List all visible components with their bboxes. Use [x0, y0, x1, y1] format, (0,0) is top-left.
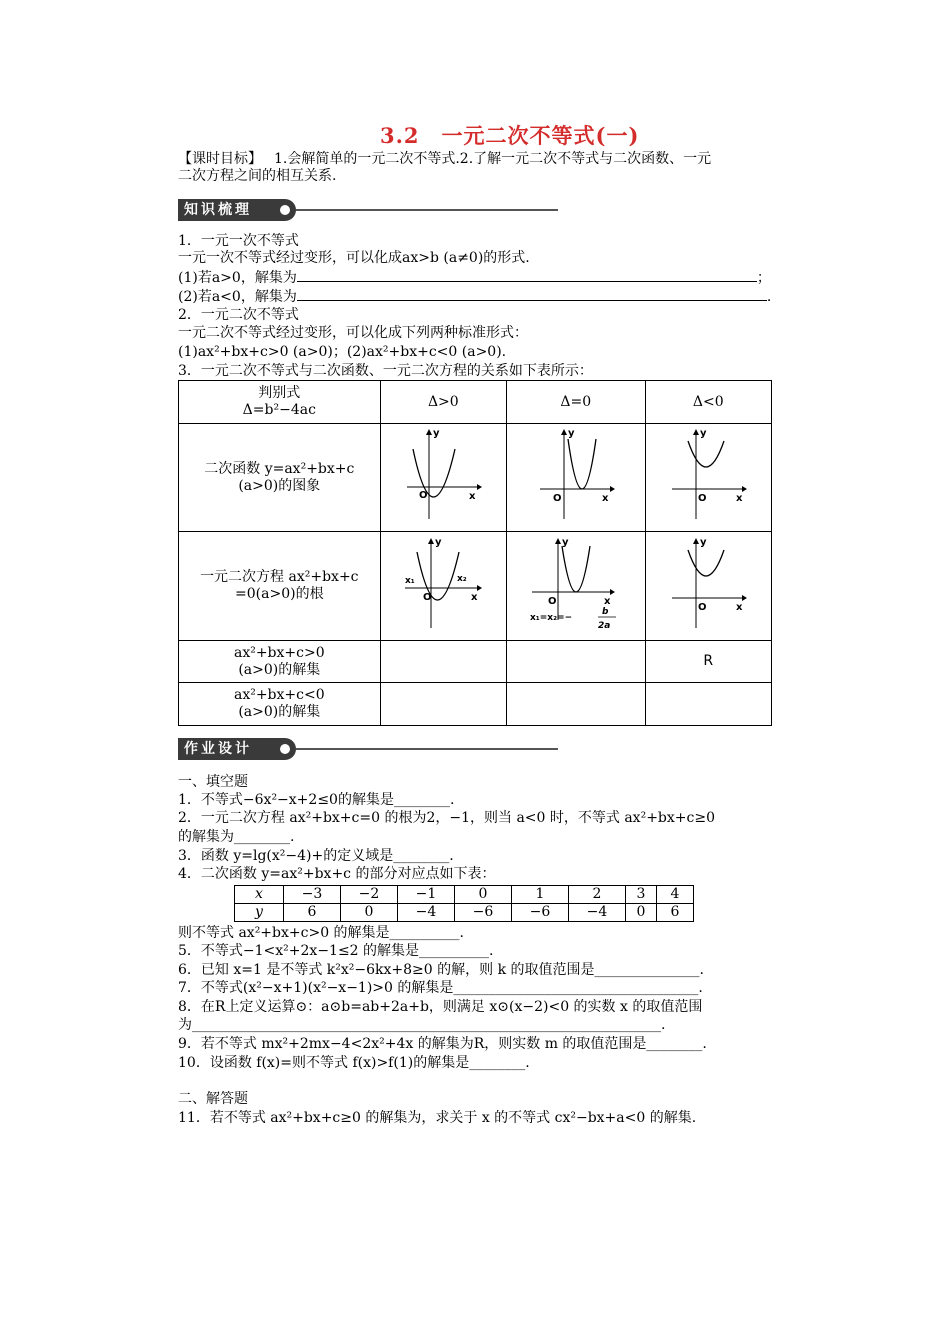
question-6: 6．已知 x=1 是不等式 k²x²−6kx+8≥0 的解，则 k 的取值范围是_______________.	[178, 962, 704, 978]
y-arrow-icon	[693, 429, 699, 435]
row-equation-label-1: 一元二次方程 ax²+bx+c	[200, 569, 359, 585]
value-cell: x	[235, 886, 284, 904]
question-3: 3．函数 y=lg(x²−4)+的定义域是________.	[178, 848, 454, 864]
origin-label: O	[698, 601, 707, 613]
k1-case2-text: (2)若a<0，解集为	[178, 289, 297, 305]
x-arrow-icon	[477, 484, 482, 490]
banner-label: 知识梳理	[178, 199, 296, 221]
roots-graph-two-roots	[403, 536, 483, 632]
banner-rule	[296, 209, 558, 211]
question-4: 4．二次函数 y=ax²+bx+c 的部分对应点如下表：	[178, 866, 496, 882]
question-4-ask: 则不等式 ax²+bx+c>0 的解集是__________.	[178, 925, 465, 941]
k1-intro: 一元一次不等式经过变形，可以化成ax>b (a≠0)的形式.	[178, 250, 530, 266]
parabola-curve	[568, 439, 596, 489]
value-cell: −1	[398, 886, 455, 904]
goal-line2: 二次方程之间的相互关系.	[178, 168, 337, 184]
x-label: x	[471, 591, 478, 603]
x-label: x	[601, 493, 609, 504]
empty-cell	[507, 641, 646, 683]
value-cell: 0	[341, 904, 398, 922]
origin-label: O	[419, 490, 428, 501]
header-discriminant	[179, 381, 381, 424]
x-label: x	[736, 493, 743, 504]
answer-blank	[297, 288, 767, 301]
value-cell: 6	[284, 904, 341, 922]
origin-label: O	[698, 493, 707, 504]
x-arrow-icon	[742, 595, 747, 601]
empty-cell	[645, 683, 771, 726]
question-2-line1: 2．一元二次方程 ax²+bx+c=0 的根为2，−1，则当 a<0 时，不等式 ax²+bx+c≥0	[178, 810, 715, 826]
y-label: y	[433, 428, 440, 439]
header-delta-negative: Δ<0	[645, 381, 771, 424]
value-cell: −6	[455, 904, 512, 922]
answer-blank	[297, 269, 757, 282]
k1-case2	[178, 288, 771, 306]
parabola-curve	[688, 441, 724, 467]
y-label: y	[435, 536, 442, 548]
row-function-label-2: (a>0)的图象	[238, 477, 321, 494]
x-label: x	[736, 601, 743, 613]
x-arrow-icon	[477, 585, 482, 591]
parabola-curve	[688, 550, 724, 576]
value-cell: 0	[455, 886, 512, 904]
relation-table	[178, 380, 772, 726]
section-banner-homework	[178, 738, 558, 760]
value-cell: −2	[341, 886, 398, 904]
root-x1-label: x₁	[405, 575, 416, 586]
value-cell: −6	[512, 904, 569, 922]
question-1: 1．不等式−6x²−x+2≤0的解集是________.	[178, 792, 455, 808]
y-arrow-icon	[555, 538, 561, 544]
part1-heading: 一、填空题	[178, 774, 248, 790]
origin-label: O	[552, 493, 562, 504]
row-equation-label-2: =0(a>0)的根	[235, 586, 324, 602]
row-function-label-1: 二次函数 y=ax²+bx+c	[204, 460, 355, 477]
question-8-line2: 为___________________________________________________________________.	[178, 1017, 666, 1033]
y-label: y	[700, 536, 707, 548]
y-label: y	[567, 428, 575, 439]
x-arrow-icon	[610, 589, 615, 595]
parabola-graph-no-roots	[668, 427, 748, 523]
parabola-curve	[562, 546, 590, 592]
row-lt-label-2: (a>0)的解集	[238, 704, 321, 720]
y-arrow-icon	[428, 538, 434, 544]
y-arrow-icon	[426, 429, 432, 435]
banner-dot	[280, 744, 290, 754]
x-arrow-icon	[742, 486, 747, 492]
graph-cell	[380, 532, 506, 641]
header-discriminant-formula: Δ=b²−4ac	[242, 402, 316, 418]
row-lt-label	[179, 683, 381, 726]
double-root-label: x₁=x₂=−	[529, 612, 572, 623]
graph-cell	[507, 532, 646, 641]
question-11: 11．若不等式 ax²+bx+c≥0 的解集为，求关于 x 的不等式 cx²−bx+a<0 的解集.	[178, 1110, 697, 1126]
parabola-graph-double-root	[536, 427, 616, 523]
k2-intro: 一元二次不等式经过变形，可以化成下列两种标准形式：	[178, 325, 528, 341]
question-10: 10．设函数 f(x)=则不等式 f(x)>f(1)的解集是________.	[178, 1055, 530, 1071]
x-values-row	[235, 886, 694, 904]
row-equation-label	[179, 532, 381, 641]
k1-head: 1．一元一次不等式	[178, 233, 299, 249]
k1-case1-text: (1)若a>0，解集为	[178, 270, 297, 286]
origin-label: O	[423, 591, 432, 603]
k2-forms: (1)ax²+bx+c>0 (a>0)；(2)ax²+bx+c<0 (a>0).	[178, 344, 507, 360]
k1-case2-end: .	[766, 289, 772, 305]
lesson-goal	[178, 151, 711, 168]
roots-graph-double-root	[526, 536, 626, 632]
x-label: x	[469, 491, 476, 502]
row-gt-label	[179, 641, 381, 683]
question-8-line1: 8．在R上定义运算⊙：a⊙b=ab+2a+b，则满足 x⊙(x−2)<0 的实数 x 的取值范围	[178, 999, 703, 1015]
k2-head: 2．一元二次不等式	[178, 307, 299, 323]
y-label: y	[700, 428, 707, 439]
goal-line1: 1.会解简单的一元二次不等式.2.了解一元二次不等式与二次函数、一元	[274, 151, 712, 167]
y-arrow-icon	[693, 538, 699, 544]
header-discriminant-title: 判别式	[258, 385, 301, 401]
empty-cell	[380, 641, 506, 683]
graph-cell	[645, 532, 771, 641]
goal-label: 【课时目标】	[178, 151, 262, 167]
question-2-line2: 的解集为________.	[178, 829, 295, 845]
y-label: y	[561, 536, 569, 548]
y-arrow-icon	[561, 429, 567, 435]
row-lt-label-1: ax²+bx+c<0	[233, 687, 325, 703]
fraction-numerator: b	[601, 606, 609, 617]
value-cell: 2	[569, 886, 626, 904]
k1-case1	[178, 269, 771, 287]
value-cell: 4	[657, 886, 694, 904]
value-cell: −4	[569, 904, 626, 922]
x-arrow-icon	[610, 486, 615, 492]
banner-dot	[280, 205, 290, 215]
question-5: 5．不等式−1<x²+2x−1≤2 的解集是__________.	[178, 943, 494, 959]
graph-cell	[380, 424, 506, 532]
empty-cell	[507, 683, 646, 726]
graph-cell	[645, 424, 771, 532]
question-7: 7．不等式(x²−x+1)(x²−x−1)>0 的解集是___________________________________.	[178, 980, 703, 996]
origin-label: O	[547, 595, 557, 607]
root-x2-label: x₂	[457, 573, 468, 584]
value-cell: 0	[626, 904, 657, 922]
section-banner-knowledge	[178, 199, 558, 221]
page-title: 3.2 一元二次不等式(一)	[380, 123, 640, 148]
y-values-row	[235, 904, 694, 922]
value-cell: y	[235, 904, 284, 922]
value-cell: 3	[626, 886, 657, 904]
question-9: 9．若不等式 mx²+2mx−4<2x²+4x 的解集为R，则实数 m 的取值范围是________.	[178, 1036, 707, 1052]
banner-label: 作业设计	[178, 738, 296, 760]
row-gt-label-2: (a>0)的解集	[238, 661, 321, 678]
x-label: x	[603, 595, 611, 607]
graph-cell	[507, 424, 646, 532]
value-cell: 6	[657, 904, 694, 922]
value-cell: −3	[284, 886, 341, 904]
header-delta-positive: Δ>0	[380, 381, 506, 424]
values-table	[234, 885, 694, 922]
empty-cell	[380, 683, 506, 726]
value-cell: 1	[512, 886, 569, 904]
fraction-denominator: 2a	[597, 620, 611, 631]
roots-graph-no-roots	[668, 536, 748, 632]
banner-rule	[296, 748, 558, 750]
header-delta-zero: Δ=0	[507, 381, 646, 424]
row-gt-label-1: ax²+bx+c>0	[233, 644, 325, 661]
k3-head: 3．一元二次不等式与二次函数、一元二次方程的关系如下表所示：	[178, 363, 593, 379]
k1-case1-end: ；	[756, 270, 771, 286]
value-cell: −4	[398, 904, 455, 922]
part2-heading: 二、解答题	[178, 1091, 248, 1107]
gt-solution-negative: R	[645, 641, 771, 683]
parabola-graph-two-roots	[403, 427, 483, 523]
row-function-label	[179, 424, 381, 532]
